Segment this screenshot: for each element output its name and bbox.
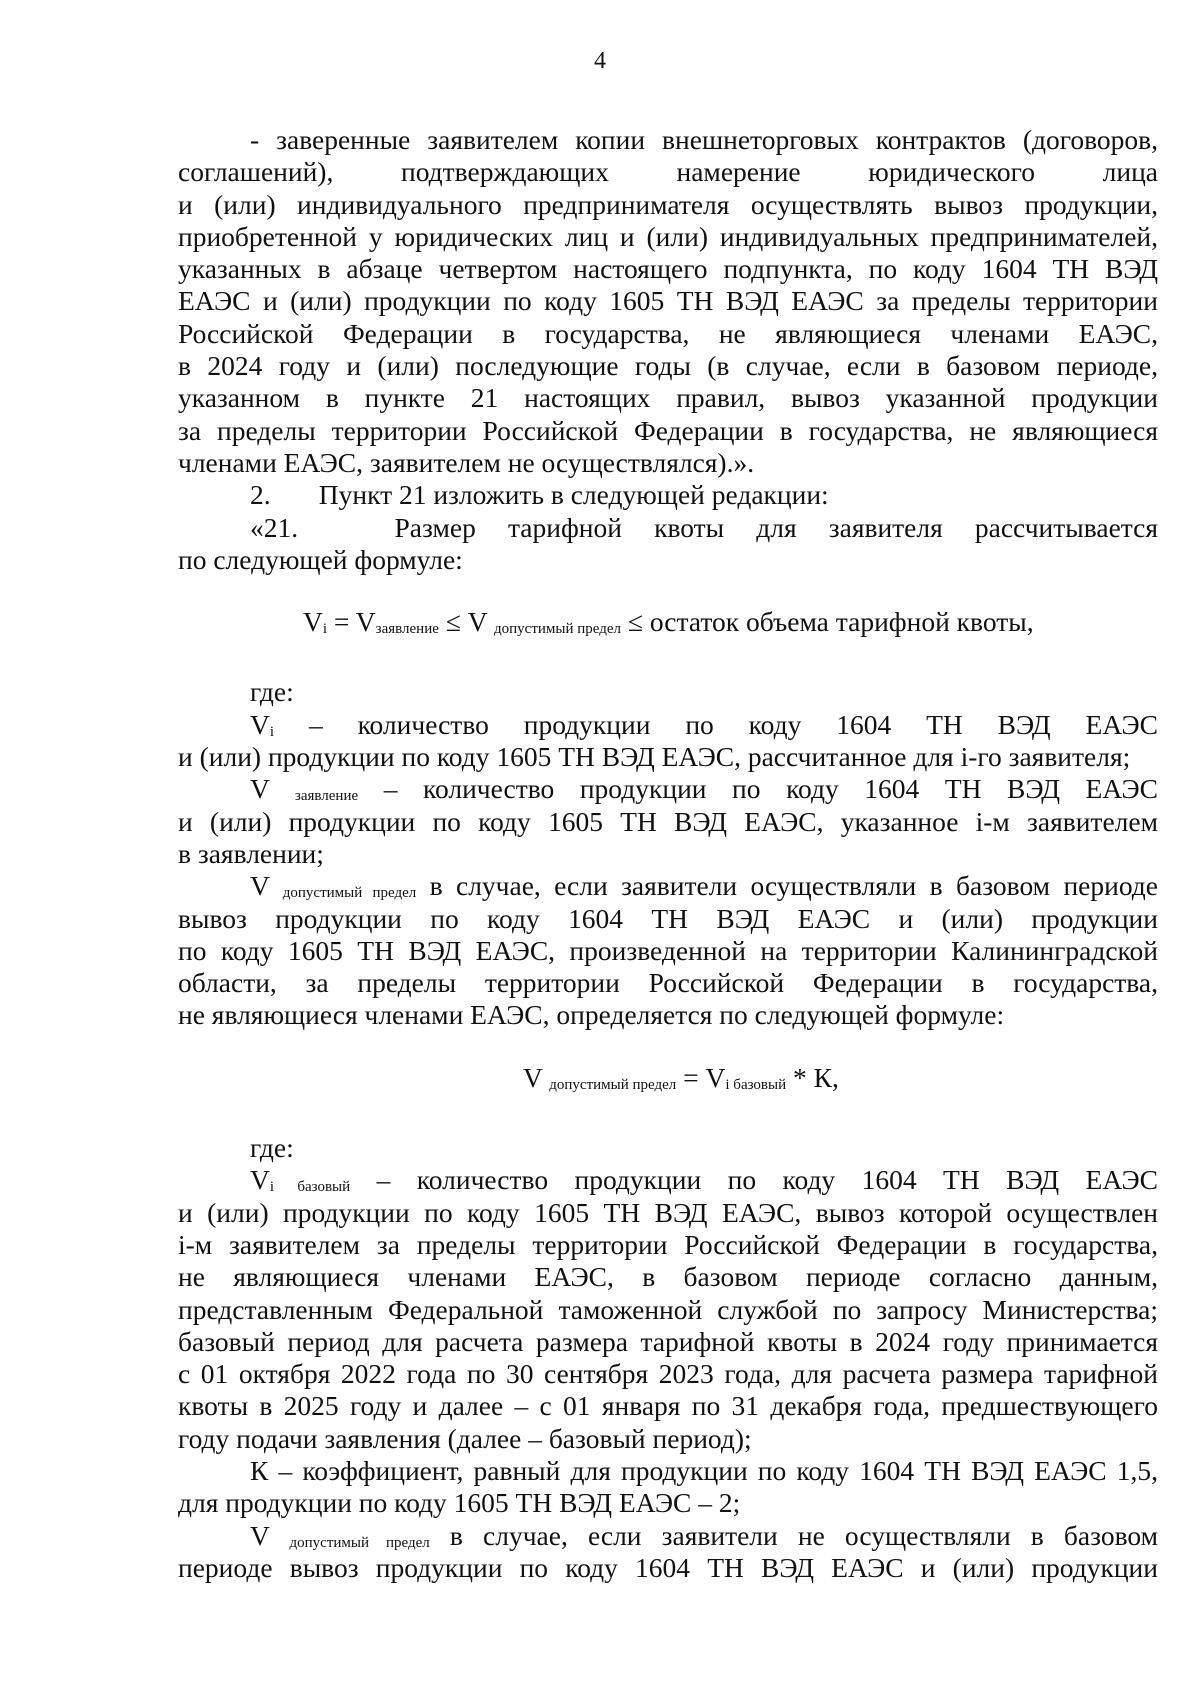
text-line: указанном в пункте 21 настоящих правил, вывоз указанной продукции <box>178 382 1158 414</box>
formula-text: * К, <box>786 1061 839 1093</box>
formula-subscript: допустимый предел <box>494 621 622 638</box>
formula-symbol: V <box>303 606 323 638</box>
definition-vi <box>178 709 1158 774</box>
text-line: и (или) продукции по коду 1605 ТН ВЭД ЕАЭС, рассчитанное для i-го заявителя; <box>178 741 1131 773</box>
definition-text: – количество продукции по коду 1604 ТН ВЭД ЕАЭС <box>358 773 1158 805</box>
text-line: в заявлении; <box>178 837 324 869</box>
text-line: К – коэффициент, равный для продукции по коду 1604 ТН ВЭД ЕАЭС 1,5, <box>250 1454 1158 1486</box>
text-line: и (или) продукции по коду 1605 ТН ВЭД ЕАЭС, указанное i-м заявителем <box>178 805 1158 837</box>
text-line <box>178 773 1158 805</box>
text-line: указанных в абзаце четвертом настоящего подпункта, по коду 1604 ТН ВЭД <box>178 253 1158 285</box>
formula-text: = V <box>676 1061 726 1093</box>
definition-subscript: заявление <box>294 788 359 805</box>
definition-subscript: допустимый предел <box>282 885 417 902</box>
definition-v-dopustimyi-2 <box>178 1520 1158 1585</box>
text-line: приобретенной у юридических лиц и (или) индивидуальных предпринимателей, <box>178 220 1158 252</box>
definition-subscript: i <box>269 723 275 740</box>
text-line: представленным Федеральной таможенной службой по запросу Министерства; <box>178 1293 1158 1325</box>
text-line: базовый период для расчета размера тарифной квоты в 2024 году принимается <box>178 1325 1158 1357</box>
text-line: с 01 октября 2022 года по 30 сентября 2023 года, для расчета размера тарифной <box>178 1358 1158 1390</box>
definition-subscript: i базовый <box>269 1179 351 1196</box>
text-line: для продукции по коду 1605 ТН ВЭД ЕАЭС – 2; <box>178 1487 741 1519</box>
formula-text: ≤ V <box>438 606 494 638</box>
formula-subscript: допустимый предел <box>549 1076 677 1093</box>
text-line <box>178 709 1158 741</box>
definition-symbol: V <box>250 1164 270 1196</box>
text-line: не являющиеся членами ЕАЭС, в базовом периоде согласно данным, <box>178 1261 1158 1293</box>
text-line: ЕАЭС и (или) продукции по коду 1605 ТН ВЭД ЕАЭС за пределы территории <box>178 285 1158 317</box>
text-line: квоты в 2025 году и далее – с 01 января по 31 декабря года, предшествующего <box>178 1390 1158 1422</box>
text-line: году подачи заявления (далее – базовый период); <box>178 1422 752 1454</box>
text-line: по следующей формуле: <box>178 543 463 575</box>
text-line: периоде вывоз продукции по коду 1604 ТН ВЭД ЕАЭС и (или) продукции <box>178 1551 1158 1583</box>
text-line: за пределы территории Российской Федерации в государства, не являющиеся <box>178 414 1158 446</box>
text-line <box>178 870 1158 902</box>
formula-subscript: заявление <box>375 621 439 638</box>
formula-text: = V <box>327 606 376 638</box>
text-line: по коду 1605 ТН ВЭД ЕАЭС, произведенной на территории Калининградской <box>178 934 1158 966</box>
text-line: и (или) продукции по коду 1605 ТН ВЭД ЕАЭС, вывоз которой осуществлен <box>178 1196 1158 1228</box>
definition-text: в случае, если заявители осуществляли в базовом периоде <box>416 870 1158 902</box>
definition-v-dopustimyi-1 <box>178 870 1158 1031</box>
text-line <box>178 1164 1158 1196</box>
paragraph-21 <box>178 512 1158 577</box>
text-line: членами ЕАЭС, заявителем не осуществлялся).». <box>178 446 755 478</box>
text-line: вывоз продукции по коду 1604 ТН ВЭД ЕАЭС и (или) продукции <box>178 902 1158 934</box>
definition-v-zayavlenie <box>178 773 1158 870</box>
definition-k <box>178 1455 1158 1520</box>
text-line <box>178 1520 1158 1552</box>
formula-quota <box>178 606 1158 638</box>
text-line: области, за пределы территории Российской Федерации в государства, <box>178 967 1158 999</box>
definition-subscript: допустимый предел <box>289 1534 430 1551</box>
where-label: где: <box>250 676 294 708</box>
definition-symbol: V <box>250 708 270 740</box>
paragraph-contract-copies <box>178 124 1158 479</box>
text-line: - заверенные заявителем копии внешнеторговых контрактов (договоров, <box>250 124 1158 155</box>
formula-subscript: i <box>322 621 328 638</box>
text-line: соглашений), подтверждающих намерение юридического лица <box>178 156 1158 188</box>
definition-symbol: V <box>250 870 270 902</box>
formula-limit <box>178 1062 1158 1094</box>
text-line: Российской Федерации в государства, не являющиеся членами ЕАЭС, <box>178 317 1158 349</box>
text-line: «21. Размер тарифной квоты для заявителя рассчитывается <box>250 511 1158 543</box>
formula-text: ≤ остаток объема тарифной квоты, <box>621 606 1034 638</box>
definition-vi-bazovyi <box>178 1164 1158 1455</box>
formula-symbol: V <box>523 1061 550 1093</box>
where-label: где: <box>250 1132 294 1164</box>
definition-text: – количество продукции по коду 1604 ТН ВЭД ЕАЭС <box>274 708 1158 740</box>
formula-subscript: i базовый <box>725 1076 787 1093</box>
text-line: не являющиеся членами ЕАЭС, определяется по следующей формуле: <box>178 999 1005 1031</box>
definition-symbol: V <box>250 773 270 805</box>
text-line: i-м заявителем за пределы территории Российской Федерации в государства, <box>178 1228 1158 1260</box>
definition-text: в случае, если заявители не осуществляли в базовом <box>429 1519 1159 1551</box>
document-body <box>178 124 1158 1584</box>
text-line: и (или) индивидуального предпринимателя осуществлять вывоз продукции, <box>178 188 1158 220</box>
definition-text: – количество продукции по коду 1604 ТН ВЭД ЕАЭС <box>350 1164 1158 1196</box>
item-2-heading: 2. Пункт 21 изложить в следующей редакции: <box>250 479 829 511</box>
definition-symbol: V <box>250 1519 270 1551</box>
page-number: 4 <box>594 48 606 74</box>
text-line: в 2024 году и (или) последующие годы (в случае, если в базовом периоде, <box>178 350 1158 382</box>
